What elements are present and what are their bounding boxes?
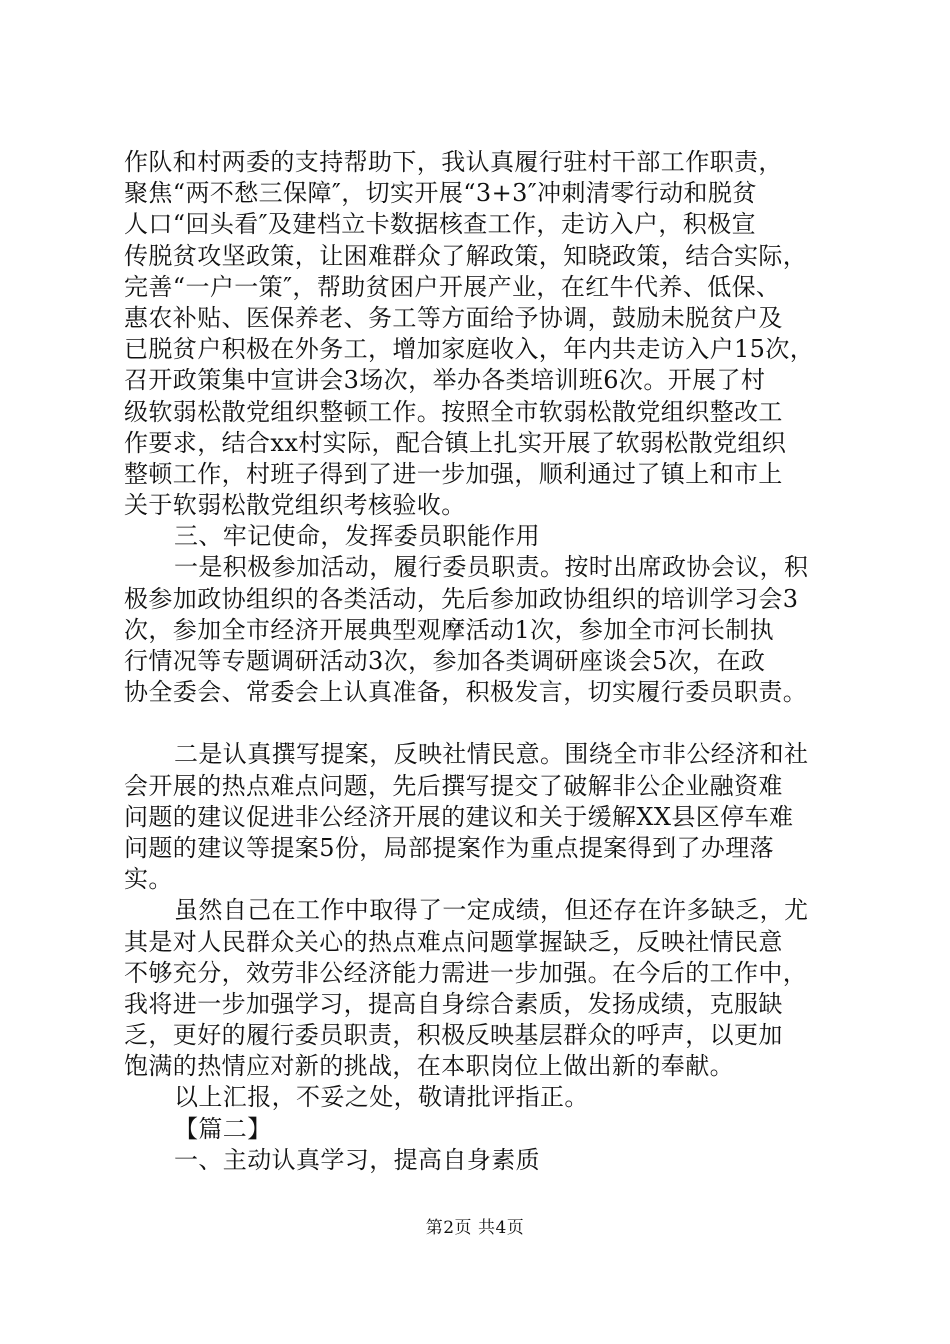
- text-line: 其是对人民群众关心的热点难点问题掌握缺乏，反映社情民意: [124, 927, 783, 956]
- section-heading: 三、牢记使命，发挥委员职能作用: [174, 522, 540, 551]
- document-body: [124, 147, 844, 1176]
- text-line: 实。: [124, 865, 173, 894]
- text-line: 惠农补贴、医保养老、务工等方面给予协调，鼓励未脱贫户及: [124, 303, 783, 332]
- text-line: 不够充分，效劳非公经济能力需进一步加强。在今后的工作中，: [124, 958, 808, 987]
- text-line: 问题的建议促进非公经济开展的建议和关于缓解XX县区停车难: [124, 802, 794, 831]
- paragraph-gap: [124, 708, 844, 739]
- text-line: 传脱贫攻坚政策，让困难群众了解政策，知晓政策，结合实际，: [124, 241, 808, 270]
- section-marker: 【篇二】: [174, 1114, 272, 1143]
- text-line: 行情况等专题调研活动3次，参加各类调研座谈会5次，在政: [124, 647, 766, 675]
- text-line: 整顿工作，村班子得到了进一步加强，顺利通过了镇上和市上: [124, 459, 783, 488]
- text-line: 已脱贫户积极在外务工，增加家庭收入，年内共走访入户15次，: [124, 335, 815, 364]
- text-line: 召开政策集中宣讲会3场次，举办各类培训班6次。开展了村: [124, 366, 766, 395]
- text-line: 虽然自己在工作中取得了一定成绩，但还存在许多缺乏，尤: [174, 896, 809, 925]
- text-line: 饱满的热情应对新的挑战，在本职岗位上做出新的奉献。: [124, 1052, 734, 1081]
- text-line: 作要求，结合xx村实际，配合镇上扎实开展了软弱松散党组织: [124, 428, 787, 457]
- text-line: 以上汇报，不妥之处，敬请批评指正。: [174, 1083, 589, 1112]
- text-line: 乏，更好的履行委员职责，积极反映基层群众的呼声，以更加: [124, 1021, 783, 1050]
- text-line: 作队和村两委的支持帮助下，我认真履行驻村干部工作职责，: [124, 148, 783, 176]
- text-line: 问题的建议等提案5份，局部提案作为重点提案得到了办理落: [124, 833, 775, 862]
- text-line: 次，参加全市经济开展典型观摩活动1次，参加全市河长制执: [124, 615, 775, 644]
- text-line: 协全委会、常委会上认真准备，积极发言，切实履行委员职责。: [124, 678, 808, 707]
- text-line: 一是积极参加活动，履行委员职责。按时出席政协会议，积: [174, 553, 809, 582]
- text-line: 完善“一户一策″，帮助贫困户开展产业，在红牛代养、低保、: [124, 272, 781, 301]
- text-line: 极参加政协组织的各类活动，先后参加政协组织的培训学习会3: [124, 584, 799, 613]
- text-line: 会开展的热点难点问题，先后撰写提交了破解非公企业融资难: [124, 771, 783, 800]
- text-line: 人口“回头看″及建档立卡数据核查工作，走访入户，积极宣: [124, 210, 757, 239]
- text-line: 级软弱松散党组织整顿工作。按照全市软弱松散党组织整改工: [124, 397, 783, 426]
- text-line: 聚焦“两不愁三保障″，切实开展“3+3″冲刺清零行动和脱贫: [124, 179, 757, 208]
- text-line: 二是认真撰写提案，反映社情民意。围绕全市非公经济和社: [174, 740, 809, 769]
- text-line: 关于软弱松散党组织考核验收。: [124, 491, 466, 520]
- text-line: 我将进一步加强学习，提高自身综合素质，发扬成绩，克服缺: [124, 989, 783, 1018]
- section-heading: 一、主动认真学习，提高自身素质: [174, 1145, 540, 1174]
- page-footer: 第2页 共4页: [425, 1218, 525, 1238]
